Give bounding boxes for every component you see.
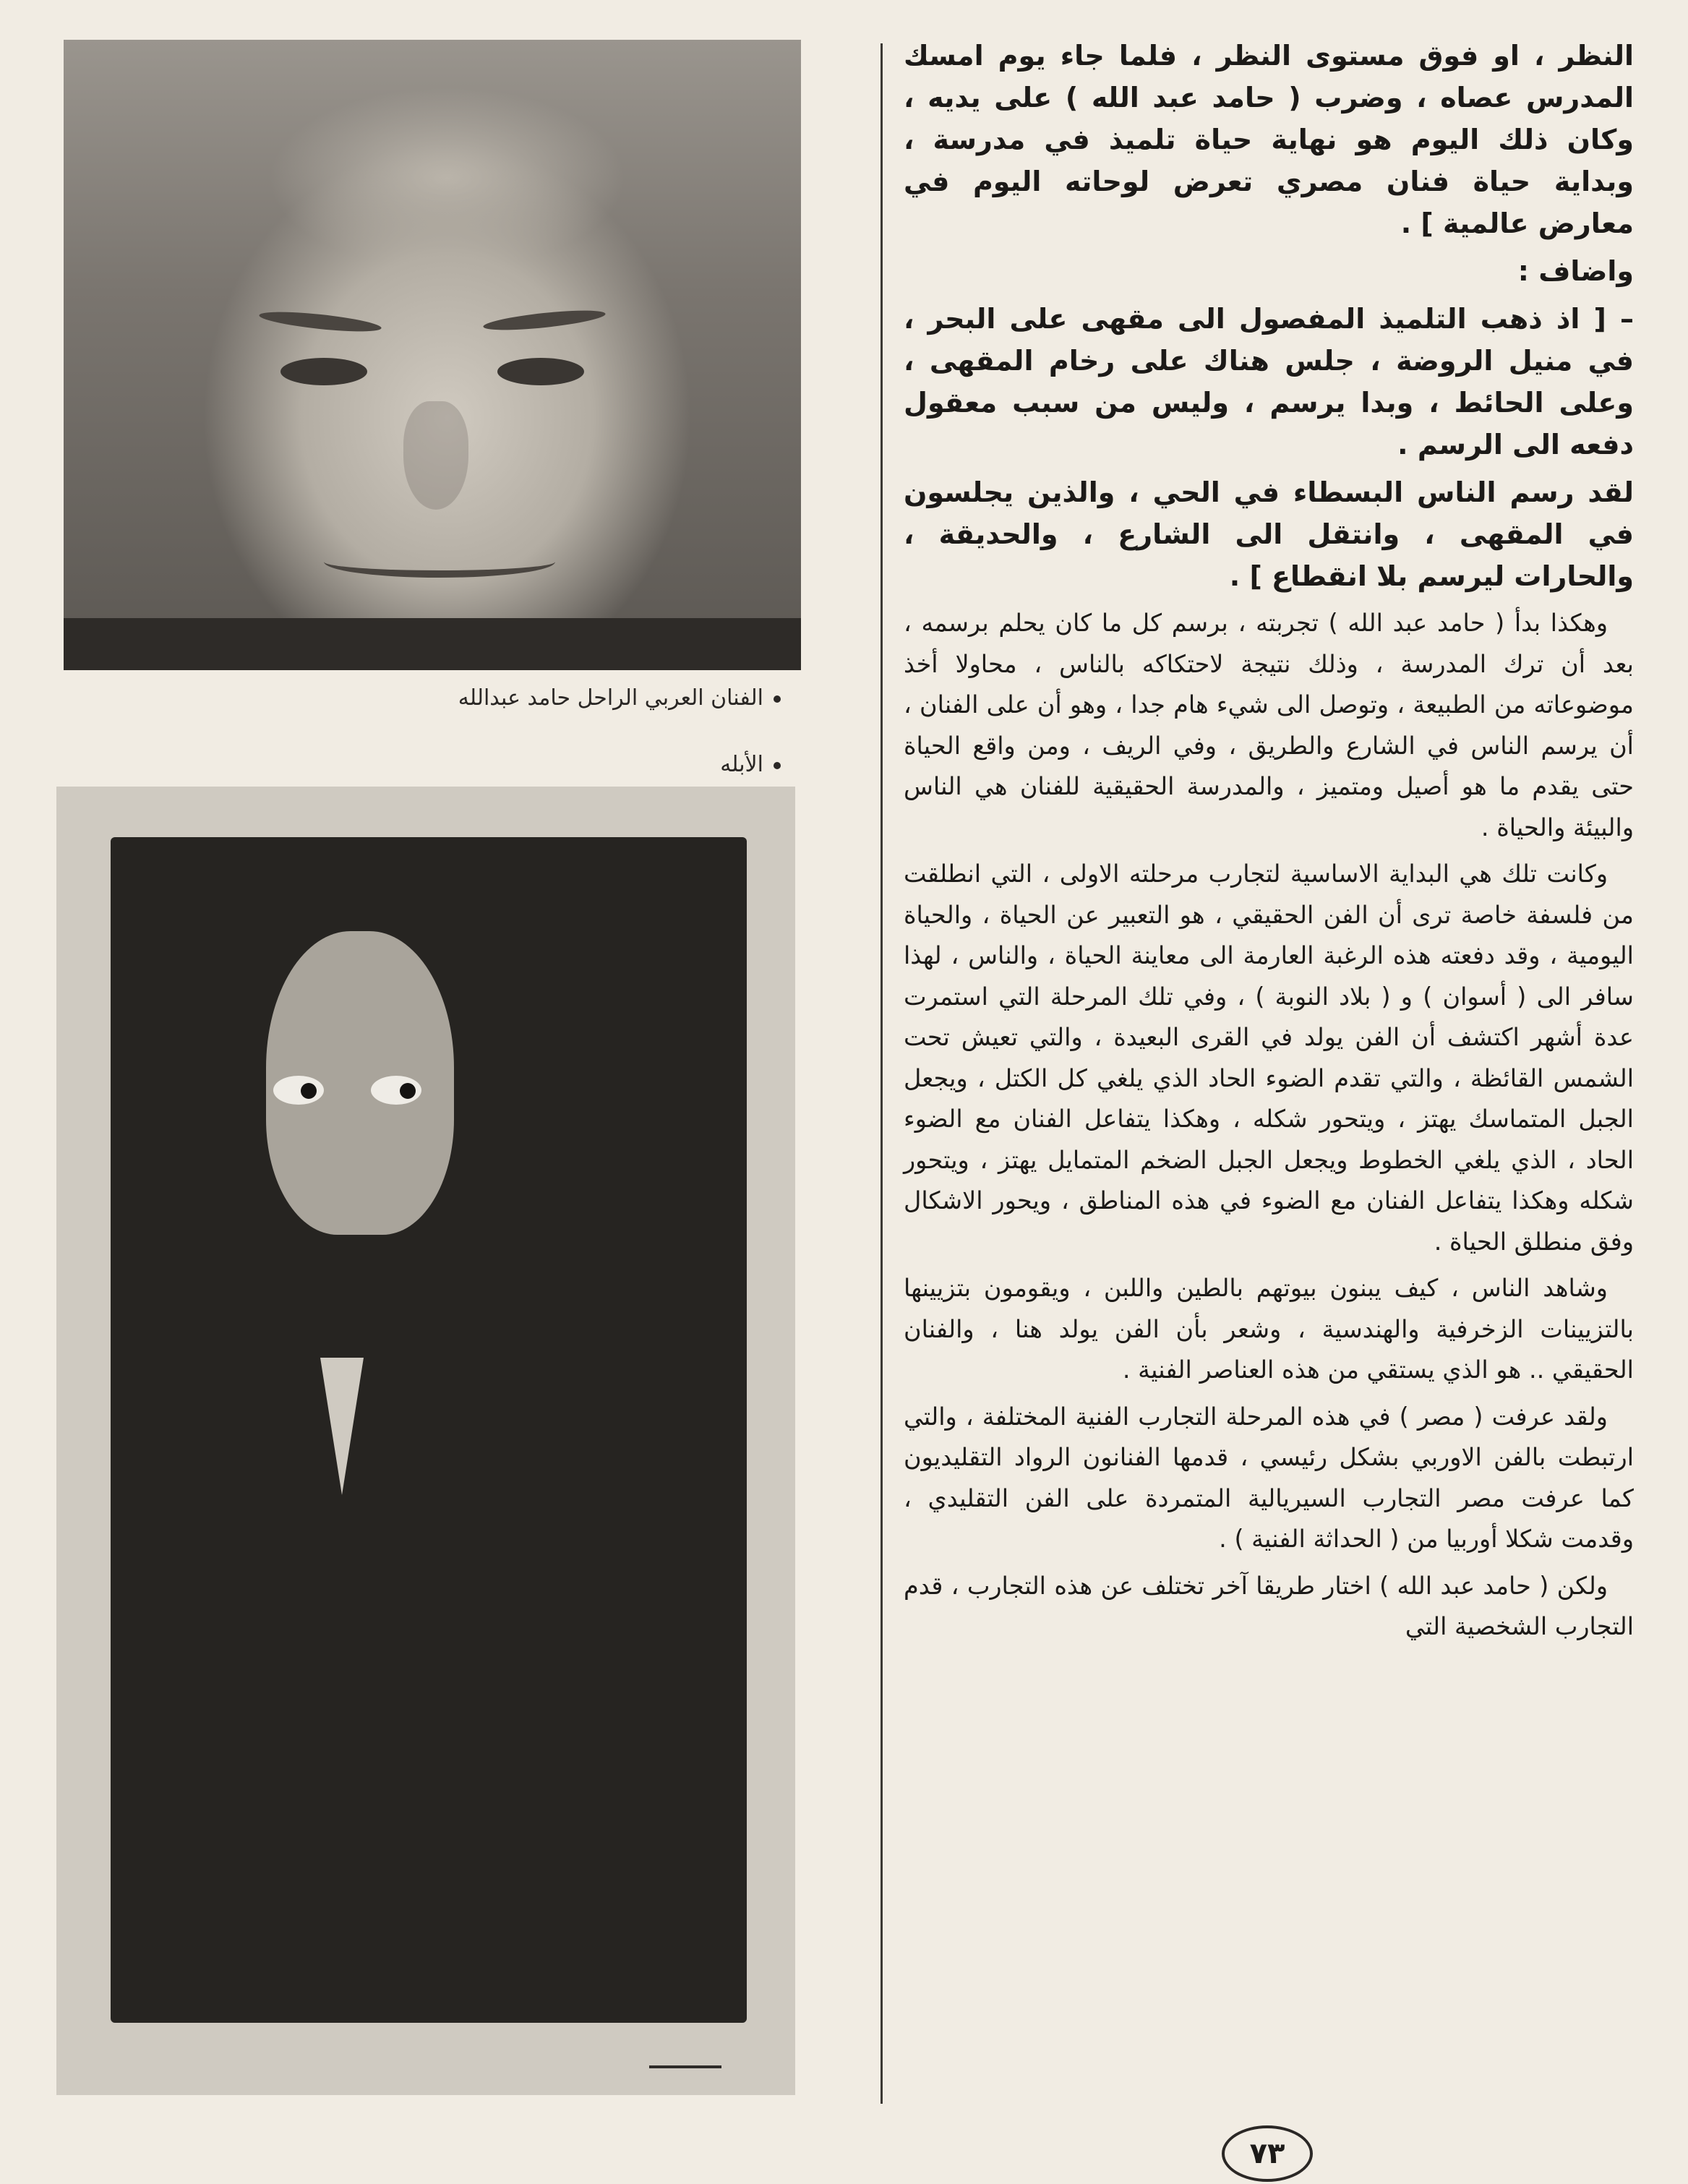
painting-image [56, 787, 795, 2095]
paragraph: – [ اذ ذهب التلميذ المفصول الى مقهى على البحر ، في منيل الروضة ، جلس هناك على رخام المقهى ، وعلى الحائط ، وبدا يرسم ، وليس من سبب معقول دفعه الى الرسم . [904, 303, 1634, 461]
portrait-shading [324, 546, 555, 578]
portrait-shading [482, 307, 606, 334]
portrait-shading [64, 618, 801, 670]
portrait-shading [403, 401, 468, 510]
paragraph: واضاف : [1517, 255, 1634, 287]
article-text-column [904, 35, 1634, 2117]
painting-pupil [400, 1083, 416, 1099]
painter-signature [649, 2048, 721, 2068]
photo-caption [188, 685, 781, 711]
bullet-icon [774, 762, 781, 769]
painting-pupil [301, 1083, 317, 1099]
paragraph: النظر ، او فوق مستوى النظر ، فلما جاء يوم امسك المدرس عصاه ، وضرب ( حامد عبد الله ) على يديه ، وكان ذلك اليوم هو نهاية حياة تلميذ في مدرسة ، وبداية حياة فنان مصري تعرض لوحاته اليوم في معارض عالمية ] . [904, 40, 1634, 239]
painting-caption [506, 752, 781, 777]
paragraph: ولقد عرفت ( مصر ) في هذه المرحلة التجارب الفنية المختلفة ، والتي ارتبطت بالفن الاوربي بشكل رئيسي ، قدمها الفنانون الرواد التقليديون كما عرفت مصر التجارب السيريالية المتمردة على الفن التقليدي ، وقدمت شكلا أوربيا من ( الحداثة الفنية ) . [904, 1402, 1634, 1553]
paragraph: وهكذا بدأ ( حامد عبد الله ) تجربته ، برسم كل ما كان يحلم برسمه ، بعد أن ترك المدرسة ، وذلك نتيجة لاحتكاكه بالناس ، محاولا أخذ موضوعاته من الطبيعة ، وتوصل الى شيء هام جدا ، وهو أن على الفنان ، أن يرسم الناس في الشارع والطريق ، وفي الريف ، ومن واقع الحياة حتى يقدم ما هو أصيل ومتميز ، والمدرسة الحقيقية للفنان هي الناس والبيئة والحياة . [904, 609, 1634, 842]
artist-portrait-photo [64, 40, 801, 670]
paragraph: ولكن ( حامد عبد الله ) اختار طريقا آخر تختلف عن هذه التجارب ، قدم التجارب الشخصية التي [904, 1571, 1634, 1640]
paragraph: وكانت تلك هي البداية الاساسية لتجارب مرحلته الاولى ، التي انطلقت من فلسفة خاصة ترى أن الفن الحقيقي ، هو التعبير عن الحياة ، والحياة اليومية ، وقد دفعته هذه الرغبة العارمة الى معاينة الحياة ، والناس ، لهذا سافر الى ( أسوان ) و ( بلاد النوبة ) ، وفي تلك المرحلة التي استمرت عدة أشهر اكتشف أن الفن يولد في القرى البعيدة ، والتي تعيش تحت الشمس القائظة ، والتي تقدم الضوء الحاد الذي يلغي كل الكتل ، ويجعل الجبل المتماسك يهتز ، ويتحور شكله ، وهكذا يتفاعل الفنان مع الضوء الحاد ، الذي يلغي الخطوط ويجعل الجبل الضخم المتمايل يهتز ، ويتحور شكله وهكذا يتفاعل الفنان مع الضوء في هذه المناطق ، ويحور الاشكال وفق منطلق الحياة . [904, 860, 1634, 1256]
portrait-shading [258, 308, 382, 335]
portrait-shading [497, 358, 584, 385]
portrait-shading [280, 358, 367, 385]
painting-caption-text: الأبله [720, 752, 763, 777]
paragraph: وشاهد الناس ، كيف يبنون بيوتهم بالطين واللبن ، ويقومون بتزيينها بالتزيينات الزخرفية والهندسية ، وشعر بأن الفن يولد هنا ، والفنان الحقيقي .. هو الذي يستقي من هذه العناصر الفنية . [904, 1274, 1634, 1384]
painting-shirt [320, 1358, 364, 1495]
column-divider [881, 43, 883, 2104]
bullet-icon [774, 695, 781, 703]
photo-caption-text: الفنان العربي الراحل حامد عبدالله [458, 685, 763, 711]
page-number: ٧٣ [1222, 2125, 1313, 2182]
paragraph: لقد رسم الناس البسطاء في الحي ، والذين يجلسون في المقهى ، وانتقل الى الشارع ، والحديقة ، والحارات ليرسم بلا انقطاع ] . [904, 476, 1634, 592]
